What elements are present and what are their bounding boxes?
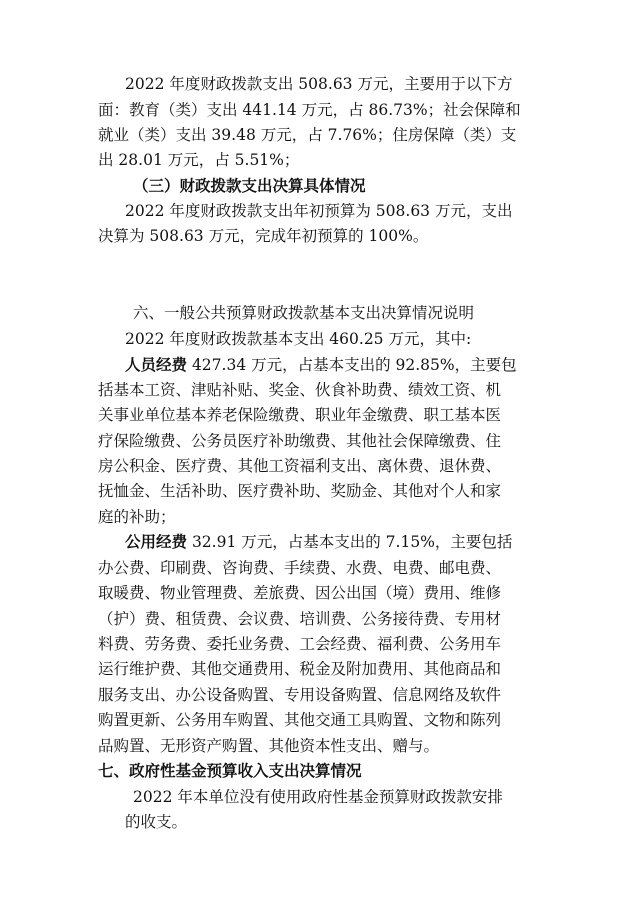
paragraph-line: 面：教育（类）支出 441.14 万元，占 86.73%；社会保障和 — [98, 101, 521, 119]
paragraph-line: 出 28.01 万元，占 5.51%； — [98, 151, 300, 169]
paragraph-line: 括基本工资、津贴补贴、奖金、伙食补助费、绩效工资、机 — [98, 381, 502, 399]
paragraph-line: （护）费、租赁费、会议费、培训费、公务接待费、专用材 — [98, 610, 502, 628]
public-label: 公用经费 — [125, 533, 188, 551]
paragraph-line — [125, 358, 636, 374]
paragraph-line: 房公积金、医疗费、其他工资福利支出、离休费、退休费、 — [98, 457, 502, 475]
paragraph-line: 疗保险缴费、公务员医疗补助缴费、其他社会保障缴费、住 — [98, 432, 502, 450]
paragraph-line: 品购置、无形资产购置、其他资本性支出、赠与。 — [98, 737, 440, 755]
paragraph-line: 2022 年度财政拨款基本支出 460.25 万元，其中: — [125, 330, 472, 348]
paragraph-line: 决算为 508.63 万元，完成年初预算的 100%。 — [98, 227, 429, 245]
paragraph-line: 就业（类）支出 39.48 万元，占 7.76%；住房保障（类）支 — [98, 126, 517, 144]
paragraph-line: 取暖费、物业管理费、差旅费、因公出国（境）费用、维修 — [98, 584, 502, 602]
paragraph-line: 庭的补助； — [98, 508, 176, 526]
paragraph-line: 2022 年度财政拨款支出年初预算为 508.63 万元，支出 — [125, 202, 513, 220]
paragraph-text: 32.91 万元，占基本支出的 7.15%，主要包括 — [187, 533, 513, 551]
paragraph-line: 2022 年本单位没有使用政府性基金预算财政拨款安排 — [133, 788, 503, 806]
paragraph-line: 购置更新、公务用车购置、其他交通工具购置、文物和陈列 — [98, 711, 502, 729]
section-heading: 六、一般公共预算财政拨款基本支出决算情况说明 — [133, 304, 475, 322]
paragraph-text: 427.34 万元，占基本支出的 92.85%，主要包 — [187, 356, 517, 374]
paragraph-line — [125, 535, 636, 551]
paragraph-line: 办公费、印刷费、咨询费、手续费、水费、电费、邮电费、 — [98, 559, 502, 577]
paragraph-line: 关事业单位基本养老保险缴费、职业年金缴费、职工基本医 — [98, 406, 502, 424]
paragraph-line: 服务支出、办公设备购置、专用设备购置、信息网络及软件 — [98, 686, 502, 704]
paragraph-line: 料费、劳务费、委托业务费、工会经费、福利费、公务用车 — [98, 635, 502, 653]
paragraph-line: 2022 年度财政拨款支出 508.63 万元，主要用于以下方 — [125, 75, 513, 93]
paragraph-line: 的收支。 — [125, 813, 188, 831]
section-heading: 七、政府性基金预算收入支出决算情况 — [98, 762, 362, 780]
paragraph-line: 运行维护费、其他交通费用、税金及附加费用、其他商品和 — [98, 660, 502, 678]
subheading: （三）财政拨款支出决算具体情况 — [133, 177, 366, 195]
personnel-label: 人员经费 — [125, 356, 188, 374]
paragraph-line: 抚恤金、生活补助、医疗费补助、奖励金、其他对个人和家 — [98, 482, 502, 500]
